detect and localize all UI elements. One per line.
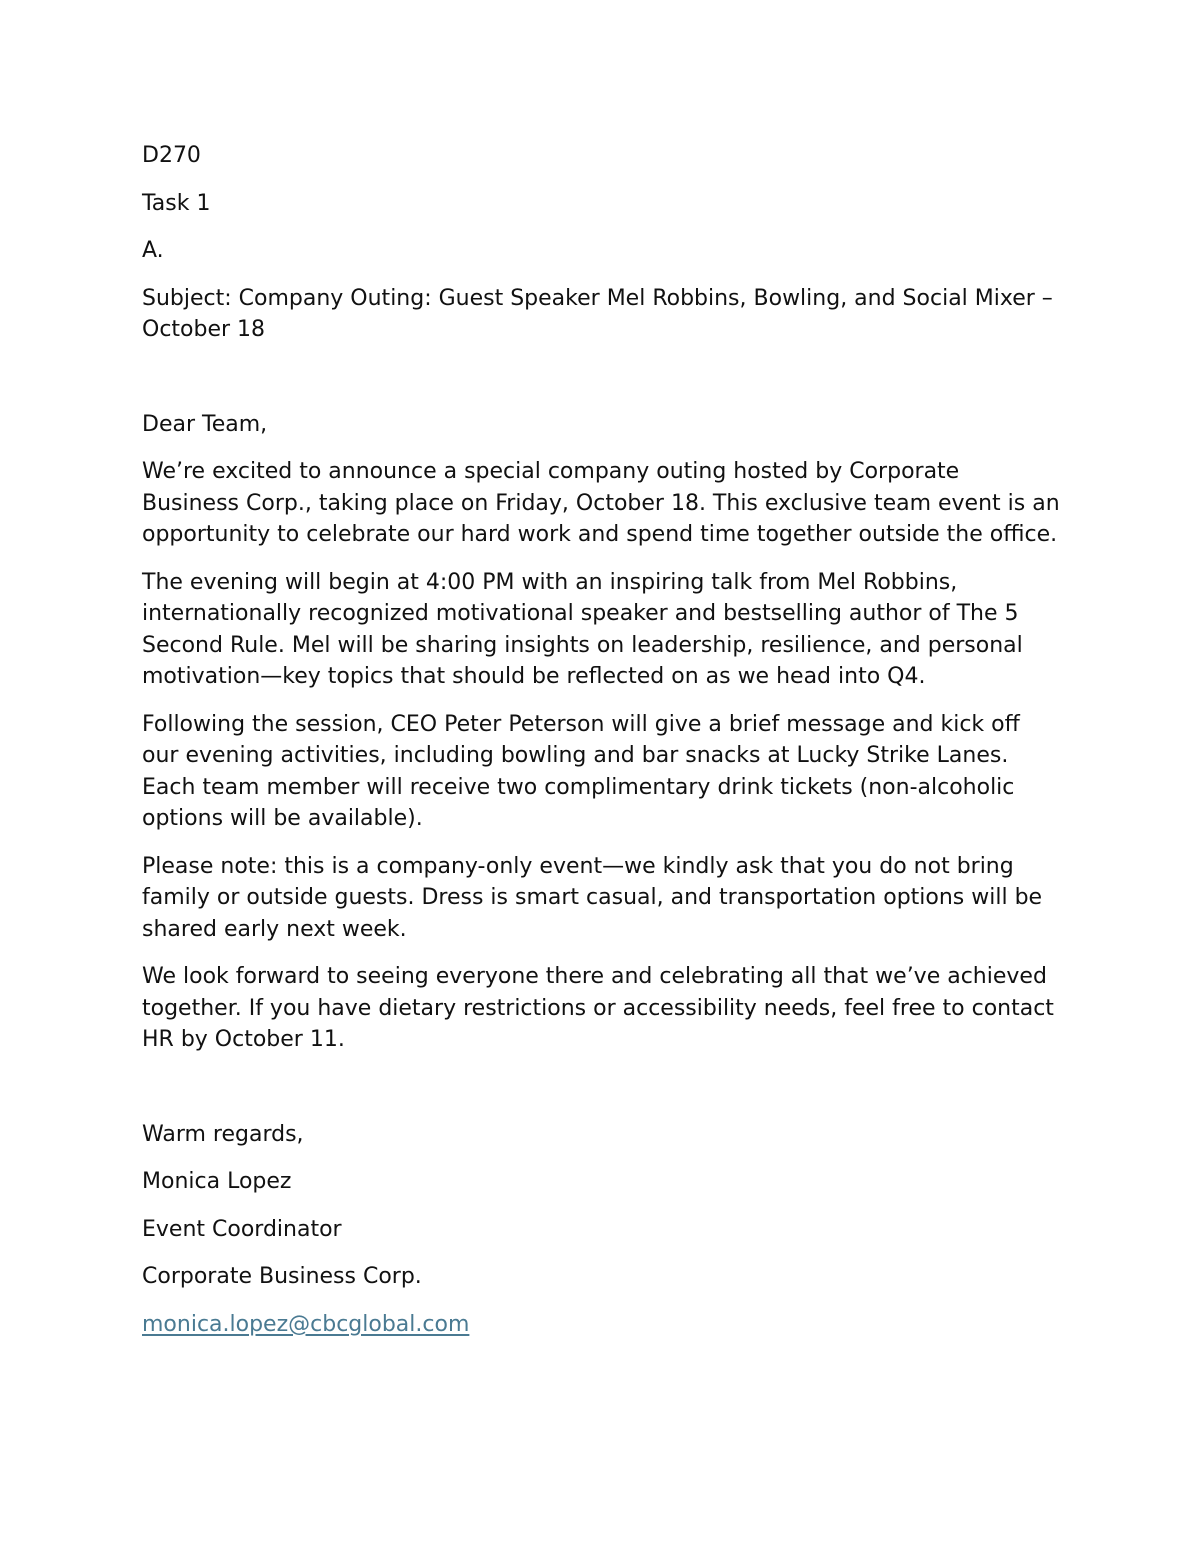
sender-company: Corporate Business Corp. <box>142 1264 422 1289</box>
section-label: A. <box>142 238 164 263</box>
email-signoff: Warm regards, <box>142 1121 304 1147</box>
sender-title: Event Coordinator <box>142 1216 342 1242</box>
email-subject: Subject: Company Outing: Guest Speaker Mel Robbins, Bowling, and Social Mixer – October 18 <box>142 285 1053 342</box>
email-paragraph-activities: Following the session, CEO Peter Peterson will give a brief message and kick off our evening activities, including bowling and bar snacks at Lucky Strike Lanes. Each team member will receive two complimentary drink tickets (non-alcoholic options will be available). <box>142 711 1020 831</box>
course-code: D270 <box>142 143 201 168</box>
sender-email-line <box>142 1309 1062 1341</box>
spacer <box>142 1072 1062 1119</box>
email-paragraph-note: Please note: this is a company-only event—we kindly ask that you do not bring family or outside guests. Dress is smart casual, and transportation options will be shared early next week. <box>142 853 1043 942</box>
email-greeting: Dear Team, <box>142 411 268 437</box>
spacer <box>142 362 1062 409</box>
email-paragraph-closing: We look forward to seeing everyone there and celebrating all that we’ve achieved together. If you have dietary restrictions or accessibility needs, feel free to contact HR by October 11. <box>142 964 1054 1052</box>
sender-email-link[interactable]: monica.lopez@cbcglobal.com <box>142 1311 470 1337</box>
email-paragraph-intro: We’re excited to announce a special company outing hosted by Corporate Business Corp., taking place on Friday, October 18. This exclusive team event is an opportunity to celebrate our hard work and spend time together outside the office. <box>142 459 1060 547</box>
document-body <box>142 140 1062 1356</box>
sender-name: Monica Lopez <box>142 1169 292 1194</box>
task-label: Task 1 <box>142 190 211 216</box>
email-paragraph-speaker: The evening will begin at 4:00 PM with an inspiring talk from Mel Robbins, internationally recognized motivational speaker and bestselling author of The 5 Second Rule. Mel will be sharing insights on leadership, resilience, and personal motivation—key topics that should be reflected on as we head into Q4. <box>142 569 1023 689</box>
